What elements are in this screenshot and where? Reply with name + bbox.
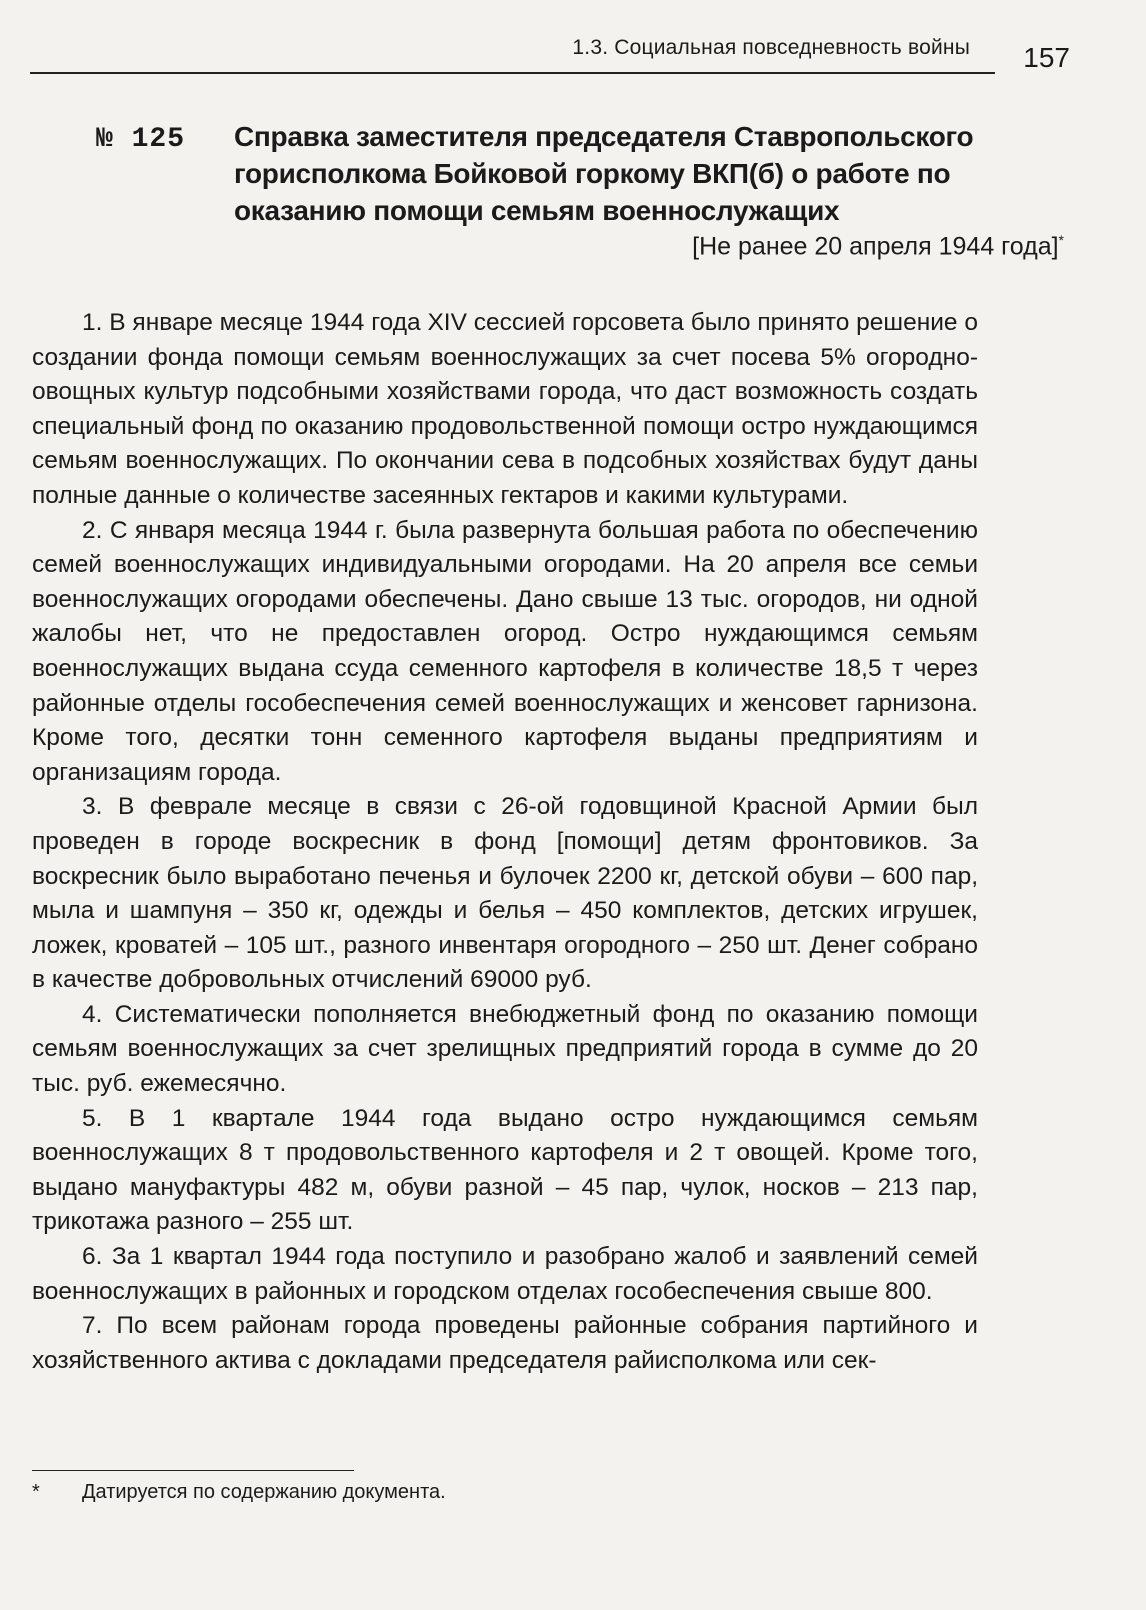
document-date [692,232,1064,261]
footnote [32,1478,932,1506]
document-number: № 125 [96,124,186,155]
running-head [30,28,1070,76]
footnote-text: Датируется по содержанию документа. [82,1481,446,1503]
paragraph: 5. В 1 квартале 1944 года выдано остро нуждающимся семьям военнослужащих 8 т продовольственного картофеля и 2 т овощей. Кроме того, выдано мануфактуры 482 м, обуви разной – 45 пар, чулок, носков – 213 пар, трикотажа разного – 255 шт. [32,1104,978,1236]
date-footnote-mark: * [1058,232,1064,248]
footnote-rule [32,1470,354,1471]
paragraph: 2. С января месяца 1944 г. была развернута большая работа по обеспечению семей военнослужащих индивидуальными огородами. На 20 апреля все семьи военнослужащих огородами обеспечены. Дано свыше 13 тыс. огородов, ни одной жалобы нет, что не предоставлен огород. Остро нуждающимся семьям военнослужащих выдана ссуда семенного картофеля в количестве 18,5 т через районные отделы гособеспечения семей военнослужащих и женсовет гарнизона. Кроме того, десятки тонн семенного картофеля выданы предприятиям и организациям города. [32,516,978,786]
header-rule [30,72,995,74]
paragraph: 3. В феврале месяце в связи с 26-ой годовщиной Красной Армии был проведен в городе воскресник в фонд [помощи] детям фронтовиков. За воскресник было выработано печенья и булочек 2200 кг, детской обуви – 600 пар, мыла и шампуня – 350 кг, одежды и белья – 450 комплектов, детских игрушек, ложек, кроватей – 105 шт., разного инвентаря огородного – 250 шт. Денег собрано в качестве добровольных отчислений 69000 руб. [32,793,978,994]
running-head-title: 1.3. Социальная повседневность войны [572,36,970,59]
footnote-mark: * [32,1481,40,1503]
document-date-text: [Не ранее 20 апреля 1944 года] [692,232,1059,261]
page-number: 157 [1023,42,1070,73]
paragraph: 4. Систематически пополняется внебюджетный фонд по оказанию помощи семьям военнослужащих за счет зрелищных предприятий города в сумме до 20 тыс. руб. ежемесячно. [32,1000,978,1098]
paragraph: 1. В январе месяце 1944 года XIV сессией горсовета было принято решение о создании фонда помощи семьям военнослужащих за счет посева 5% огородно-овощных культур подсобными хозяйствами города, что даст возможность создать специальный фонд по оказанию продовольственной помощи остро нуждающимся семьям военнослужащих. По окончании сева в подсобных хозяйствах будут даны полные данные о количестве засеянных гектаров и какими культурами. [32,309,978,509]
paragraph: 6. За 1 квартал 1944 года поступило и разобрано жалоб и заявлений семей военнослужащих в районных и городском отделах гособеспечения свыше 800. [32,1243,978,1305]
document-title: Справка заместителя председателя Ставропольского горисполкома Бойковой горкому ВКП(б) о работе по оказанию помощи семьям военнослужащих [234,121,974,226]
paragraph: 7. По всем районам города проведены районные собрания партийного и хозяйственного актива с докладами председателя райисполкома или сек- [32,1312,978,1374]
document-body [32,306,978,1378]
